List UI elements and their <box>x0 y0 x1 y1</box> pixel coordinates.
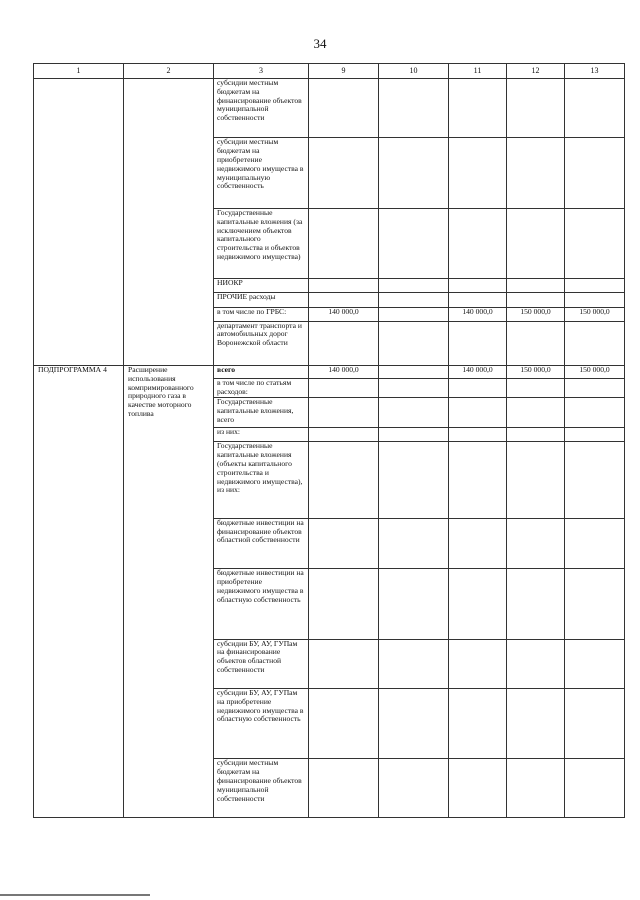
col-header: 12 <box>507 64 565 79</box>
row-label-sub: из них: <box>217 485 240 495</box>
value-cell: 150 000,0 <box>565 307 625 321</box>
budget-table <box>33 63 625 818</box>
row-label: бюджетные инвестиции на приобретение недвижимого имущества в областную собственность <box>214 569 309 639</box>
row-label: субсидии местным бюджетам на приобретение недвижимого имущества в муниципальную собственность <box>214 138 309 208</box>
value-cell <box>379 365 449 378</box>
row-label: субсидии БУ, АУ, ГУПам на приобретение недвижимого имущества в областную собственность <box>214 688 309 758</box>
value-cell: 140 000,0 <box>449 365 507 378</box>
cell-empty <box>124 79 214 366</box>
col-header: 1 <box>34 64 124 79</box>
row-label: в том числе по статьям расходов: <box>214 378 309 397</box>
col-header: 10 <box>379 64 449 79</box>
row-label: субсидии БУ, АУ, ГУПам на финансирование объектов областной собственности <box>214 639 309 688</box>
row-label: субсидии местным бюджетам на финансирование объектов муниципальной собственности <box>214 759 309 818</box>
col-header: 11 <box>449 64 507 79</box>
row-label-main: Государственные капитальные вложения (объекты капитального строительства и недвижимого имущества), <box>217 441 303 486</box>
value-cell <box>379 307 449 321</box>
row-label: в том числе по ГРБС: <box>214 307 309 321</box>
row-label: бюджетные инвестиции на финансирование объектов областной собственности <box>214 518 309 568</box>
row-label: НИОКР <box>214 279 309 293</box>
value-cell: 140 000,0 <box>309 307 379 321</box>
row-label: из них: <box>214 428 309 442</box>
subprogram-label: ПОДПРОГРАММА 4 <box>34 365 124 817</box>
subprogram-title: Расширение использования компримированного природного газа в качестве моторного топлива <box>124 365 214 817</box>
col-header: 2 <box>124 64 214 79</box>
cell-empty <box>34 79 124 366</box>
value-cell: 150 000,0 <box>507 365 565 378</box>
col-header: 9 <box>309 64 379 79</box>
row-label: Государственные капитальные вложения, всего <box>214 398 309 428</box>
row-label: ПРОЧИЕ расходы <box>214 293 309 307</box>
row-label: всего <box>214 365 309 378</box>
value-cell: 150 000,0 <box>565 365 625 378</box>
table-row <box>34 79 625 138</box>
row-label: Государственные капитальные вложения (за исключением объектов капитального строительства и объектов недвижимого имущества) <box>214 208 309 278</box>
value-cell: 150 000,0 <box>507 307 565 321</box>
col-header: 13 <box>565 64 625 79</box>
value-cell: 140 000,0 <box>449 307 507 321</box>
row-label: департамент транспорта и автомобильных дорог Воронежской области <box>214 321 309 365</box>
header-row <box>34 64 625 79</box>
row-label: субсидии местным бюджетам на финансирование объектов муниципальной собственности <box>214 79 309 138</box>
value-cell: 140 000,0 <box>309 365 379 378</box>
footer-rule <box>0 894 150 896</box>
page-number: 34 <box>313 36 327 51</box>
table-row <box>34 365 625 378</box>
col-header: 3 <box>214 64 309 79</box>
row-label <box>214 442 309 519</box>
